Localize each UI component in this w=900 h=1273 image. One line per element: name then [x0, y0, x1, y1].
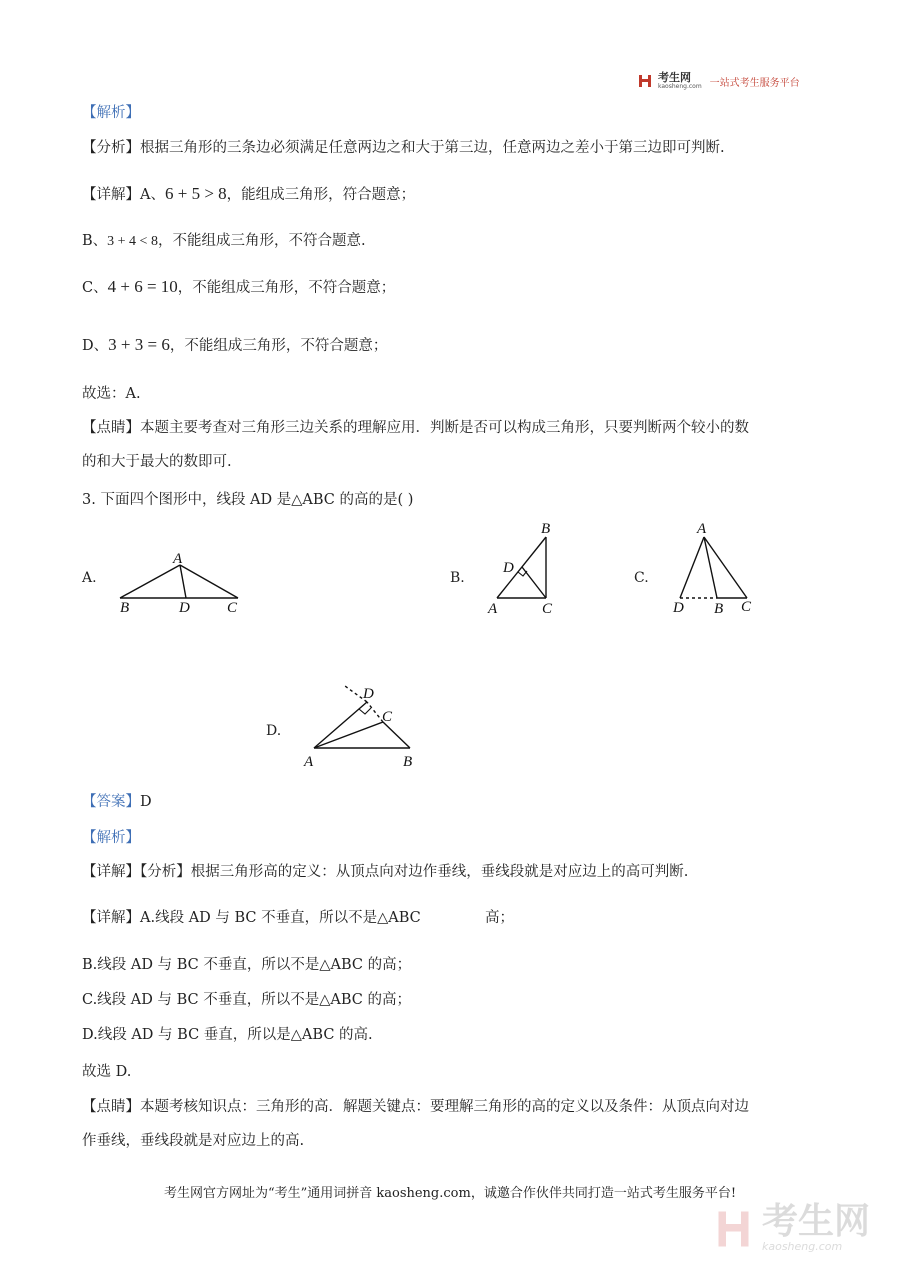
q3-line3: B.线段 AD 与 BC 不垂直，所以不是△ABC 的高；: [82, 957, 412, 973]
fig-c-pt-b: B: [714, 601, 724, 617]
q2-option-b: [82, 231, 366, 252]
q2-a-prefix: A、: [140, 187, 165, 203]
brand-slogan: 一站式考生服务平台: [709, 77, 800, 89]
q2-d-text: ，不能组成三角形，不符合题意；: [169, 338, 388, 354]
fig-d-pt-a: A: [304, 754, 314, 770]
q2-option-c: [82, 277, 395, 298]
q3-opt-b-label: B.: [450, 570, 465, 586]
figure-b: [480, 515, 570, 620]
figure-c: [665, 515, 765, 620]
q3-line1-tag: 【详解】【分析】: [82, 864, 191, 880]
fig-b-pt-c: C: [542, 601, 553, 617]
q3-answer-value: D: [140, 794, 152, 810]
watermark: [716, 1201, 870, 1253]
q3-line2: [82, 908, 421, 928]
fig-c-pt-c: C: [741, 599, 752, 615]
q3-line2-text: A.线段 AD 与 BC 不垂直，所以不是△ABC: [140, 910, 421, 926]
q3-guxuan: 故选 D.: [82, 1064, 132, 1080]
q3-opt-d-label: D.: [266, 723, 282, 739]
q2-dianjing-line2: 的和大于最大的数即可.: [82, 454, 232, 470]
fig-c-pt-d: D: [673, 600, 684, 616]
q3-answer: [82, 792, 152, 812]
q3-jiexi-tag: 【解析】: [82, 830, 140, 846]
q2-d-prefix: D、: [82, 338, 109, 354]
watermark-text: 考生网: [761, 1201, 870, 1242]
q2-b-text: ，不能组成三角形，不符合题意.: [157, 233, 366, 249]
header-logo: [638, 72, 800, 90]
q3-dianjing-tag: 【点睛】: [82, 1099, 140, 1115]
q3-opt-a-label: A.: [82, 570, 97, 586]
q3-line2-tag: 【详解】: [82, 910, 140, 926]
q2-dianjing-tag: 【点睛】: [82, 420, 140, 436]
q3-question: 3. 下面四个图形中，线段 AD 是△ABC 的高的是( ): [82, 492, 414, 508]
q2-a-text: ，能组成三角形，符合题意；: [226, 187, 416, 203]
q3-line1: [82, 862, 688, 882]
q2-jiexi-tag: 【解析】: [82, 105, 140, 121]
q3-line5: D.线段 AD 与 BC 垂直，所以是△ABC 的高.: [82, 1027, 373, 1043]
brand-name: 考生网: [658, 71, 691, 84]
fig-a-pt-b: B: [120, 600, 130, 616]
q2-option-a: [82, 184, 415, 205]
page-footer: 考生网官方网址为“考生”通用词拼音 kaosheng.com，诚邀合作伙伴共同打造一站式考生服务平台!: [163, 1186, 737, 1201]
q2-b-prefix: B、: [82, 233, 108, 249]
q3-line4: C.线段 AD 与 BC 不垂直，所以不是△ABC 的高；: [82, 992, 411, 1008]
q2-b-math: 3 + 4 < 8: [107, 234, 158, 249]
fig-d-pt-c: C: [382, 709, 393, 725]
fig-a-pt-c: C: [227, 600, 238, 616]
q2-c-prefix: C、: [82, 280, 108, 296]
fig-b-pt-a: A: [488, 601, 498, 617]
figure-d: [295, 680, 425, 775]
q2-dianjing: [82, 418, 749, 438]
q3-dianjing-line2: 作垂线，垂线段就是对应边上的高.: [82, 1133, 305, 1149]
brand-sub: kaosheng.com: [658, 83, 702, 90]
q2-c-text: ，不能组成三角形，不符合题意；: [177, 280, 396, 296]
q2-dianjing-line1: 本题主要考查对三角形三边关系的理解应用．判断是否可以构成三角形，只要判断两个较小的数: [140, 420, 749, 436]
fig-a-pt-d: D: [179, 600, 190, 616]
q2-a-math: 6 + 5 > 8: [164, 184, 227, 203]
q2-c-math: 4 + 6 = 10: [107, 277, 178, 296]
q2-xiangjie-tag: 【详解】: [82, 187, 140, 203]
fig-d-pt-b: B: [403, 754, 413, 770]
figure-a: [110, 545, 250, 620]
q3-answer-tag: 【答案】: [82, 794, 140, 810]
fig-d-pt-d: D: [363, 686, 374, 702]
fig-c-pt-a: A: [697, 521, 707, 537]
q3-dianjing-line1: 本题考核知识点：三角形的高．解题关键点：要理解三角形的高的定义以及条件：从顶点向对边: [140, 1099, 749, 1115]
q2-option-d: [82, 335, 387, 356]
q2-fenxi: [82, 138, 725, 158]
q2-guxuan: 故选：A.: [82, 386, 141, 402]
fig-a-pt-a: A: [173, 551, 183, 567]
fig-b-pt-b: B: [541, 521, 551, 537]
q3-line2-tail: 高；: [485, 910, 514, 926]
watermark-logo-icon: [716, 1207, 756, 1251]
fig-b-pt-d: D: [503, 560, 514, 576]
q2-fenxi-text: 根据三角形的三条边必须满足任意两边之和大于第三边，任意两边之差小于第三边即可判断.: [140, 140, 725, 156]
q2-d-math: 3 + 3 = 6: [108, 335, 170, 354]
kaosheng-logo-icon: [638, 73, 654, 89]
q2-fenxi-tag: 【分析】: [82, 140, 140, 156]
q3-dianjing: [82, 1097, 749, 1117]
q3-opt-c-label: C.: [634, 570, 649, 586]
q3-line1-text: 根据三角形高的定义：从顶点向对边作垂线，垂线段就是对应边上的高可判断.: [190, 864, 689, 880]
watermark-sub: kaosheng.com: [761, 1240, 843, 1253]
